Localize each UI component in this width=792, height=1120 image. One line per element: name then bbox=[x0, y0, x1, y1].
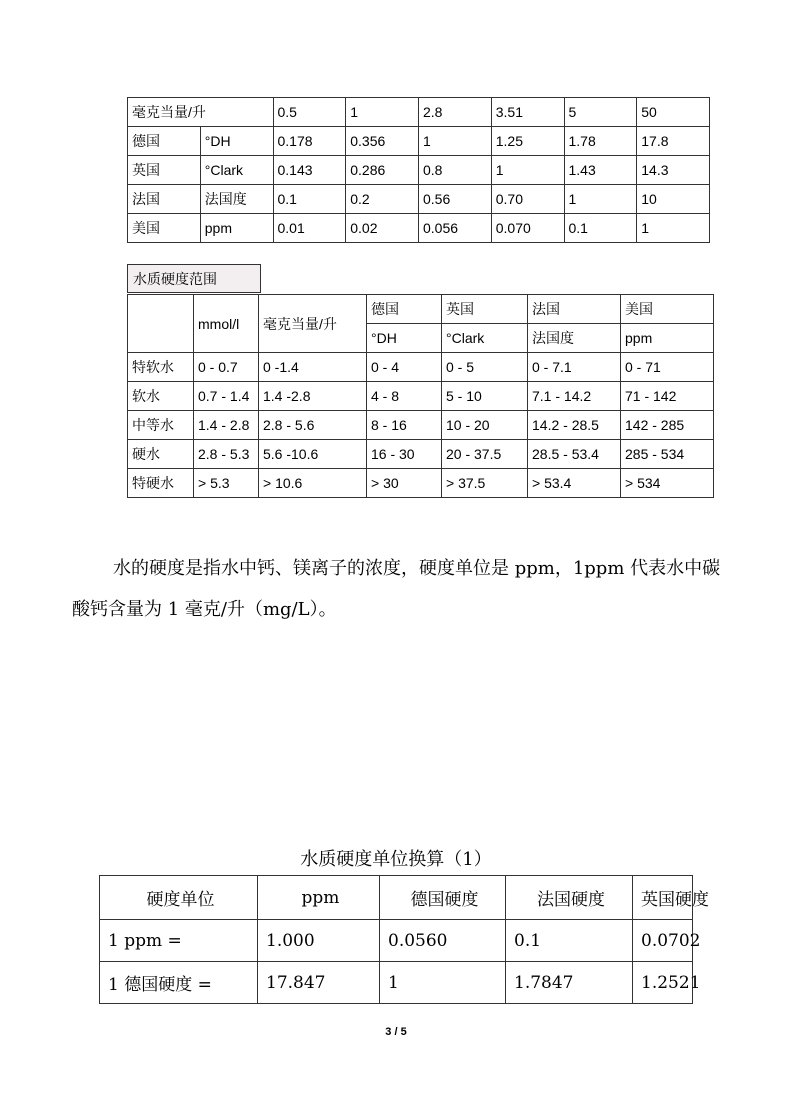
table-cell: 0.056 bbox=[419, 214, 492, 243]
table-cell: 毫克当量/升 bbox=[128, 98, 274, 127]
table-cell: 0 -1.4 bbox=[259, 353, 367, 382]
table-cell: 71 - 142 bbox=[621, 382, 714, 411]
table-caption: 水质硬度范围 bbox=[127, 264, 261, 293]
table-row bbox=[100, 920, 693, 962]
table-row bbox=[100, 876, 693, 920]
table-cell: 硬水 bbox=[128, 440, 194, 469]
header-cell: 法国 bbox=[528, 295, 621, 324]
table-cell: 20 - 37.5 bbox=[442, 440, 528, 469]
table-cell: 2.8 bbox=[419, 98, 492, 127]
table-row bbox=[128, 353, 714, 382]
table-row bbox=[128, 440, 714, 469]
table-cell: 1 ppm = bbox=[100, 920, 258, 962]
table-cell: °DH bbox=[200, 127, 273, 156]
table-cell: 17.8 bbox=[637, 127, 710, 156]
table-cell: 软水 bbox=[128, 382, 194, 411]
header-cell: 法国度 bbox=[528, 324, 621, 353]
table-cell: 0 - 5 bbox=[442, 353, 528, 382]
table-cell: 1 bbox=[380, 962, 506, 1004]
table-cell: 0.0702 bbox=[633, 920, 693, 962]
table-header-row bbox=[128, 295, 714, 324]
header-cell: 美国 bbox=[621, 295, 714, 324]
table-cell: 特软水 bbox=[128, 353, 194, 382]
table-cell: 0.286 bbox=[346, 156, 419, 185]
table-cell: 14.3 bbox=[637, 156, 710, 185]
table-title: 水质硬度单位换算（1） bbox=[300, 849, 492, 870]
table-cell: 1.4 -2.8 bbox=[259, 382, 367, 411]
table-cell: 0.178 bbox=[273, 127, 346, 156]
table-cell: 16 - 30 bbox=[367, 440, 442, 469]
table-cell: 中等水 bbox=[128, 411, 194, 440]
table-cell: 142 - 285 bbox=[621, 411, 714, 440]
table-cell: 0.5 bbox=[273, 98, 346, 127]
table-cell: 0.1 bbox=[273, 185, 346, 214]
table-cell: 17.847 bbox=[258, 962, 380, 1004]
table-cell: 1.25 bbox=[491, 127, 564, 156]
table-cell: 0 - 71 bbox=[621, 353, 714, 382]
page-number: 3 / 5 bbox=[385, 1026, 407, 1038]
header-cell: 毫克当量/升 bbox=[259, 295, 367, 353]
table-cell: 特硬水 bbox=[128, 469, 194, 498]
body-paragraph: 水的硬度是指水中钙、镁离子的浓度，硬度单位是 ppm，1ppm 代表水中碳酸钙含量为 1 毫克/升（mg/L）。 bbox=[72, 558, 721, 620]
table-cell: 0.7 - 1.4 bbox=[194, 382, 259, 411]
table-row bbox=[128, 156, 710, 185]
header-cell: °Clark bbox=[442, 324, 528, 353]
table-cell: 8 - 16 bbox=[367, 411, 442, 440]
table-cell: 2.8 - 5.3 bbox=[194, 440, 259, 469]
header-cell: ppm bbox=[621, 324, 714, 353]
table-cell: ppm bbox=[200, 214, 273, 243]
table-cell: 1.2521 bbox=[633, 962, 693, 1004]
table-cell: 1 bbox=[491, 156, 564, 185]
table-row bbox=[128, 411, 714, 440]
table-cell: 0.2 bbox=[346, 185, 419, 214]
table-cell: 7.1 - 14.2 bbox=[528, 382, 621, 411]
table-cell: 0.56 bbox=[419, 185, 492, 214]
table-cell: 美国 bbox=[128, 214, 201, 243]
table-cell: 硬度单位 bbox=[100, 876, 258, 920]
table-cell: 28.5 - 53.4 bbox=[528, 440, 621, 469]
table-cell: > 30 bbox=[367, 469, 442, 498]
table-row bbox=[128, 214, 710, 243]
table-row bbox=[128, 98, 710, 127]
table-cell: 1.7847 bbox=[506, 962, 633, 1004]
table-row bbox=[128, 127, 710, 156]
table-cell: 0.70 bbox=[491, 185, 564, 214]
table-cell: 法国硬度 bbox=[506, 876, 633, 920]
table-cell: 0.1 bbox=[506, 920, 633, 962]
table-cell: 10 - 20 bbox=[442, 411, 528, 440]
table-cell: 0.070 bbox=[491, 214, 564, 243]
table-cell: 0 - 7.1 bbox=[528, 353, 621, 382]
table-cell: 0.356 bbox=[346, 127, 419, 156]
table-cell: 0.1 bbox=[564, 214, 637, 243]
table-cell: 5.6 -10.6 bbox=[259, 440, 367, 469]
header-cell bbox=[128, 295, 194, 353]
table-cell: 0.02 bbox=[346, 214, 419, 243]
table-cell: 1 bbox=[346, 98, 419, 127]
header-cell: °DH bbox=[367, 324, 442, 353]
table-cell: 1 bbox=[637, 214, 710, 243]
table-cell: 英国 bbox=[128, 156, 201, 185]
table-cell: 5 bbox=[564, 98, 637, 127]
hardness-range-table bbox=[127, 294, 714, 498]
table-cell: > 37.5 bbox=[442, 469, 528, 498]
table-cell: °Clark bbox=[200, 156, 273, 185]
header-cell: mmol/l bbox=[194, 295, 259, 353]
table-cell: 0.0560 bbox=[380, 920, 506, 962]
table-cell: 1.000 bbox=[258, 920, 380, 962]
table-cell: 法国 bbox=[128, 185, 201, 214]
header-cell: 德国 bbox=[367, 295, 442, 324]
table-cell: 1 bbox=[419, 127, 492, 156]
table-cell: 0.01 bbox=[273, 214, 346, 243]
table-cell: > 534 bbox=[621, 469, 714, 498]
table-cell: 5 - 10 bbox=[442, 382, 528, 411]
table-cell: 1 bbox=[564, 185, 637, 214]
table-row bbox=[128, 469, 714, 498]
table-cell: 英国硬度 bbox=[633, 876, 693, 920]
table-cell: 0.143 bbox=[273, 156, 346, 185]
table-cell: 0.8 bbox=[419, 156, 492, 185]
table-cell: > 5.3 bbox=[194, 469, 259, 498]
table-cell: 2.8 - 5.6 bbox=[259, 411, 367, 440]
table-cell: 1.4 - 2.8 bbox=[194, 411, 259, 440]
table-cell: 3.51 bbox=[491, 98, 564, 127]
unit-conversion-table bbox=[99, 875, 709, 1004]
table-cell: 法国度 bbox=[200, 185, 273, 214]
table-cell: 德国硬度 bbox=[380, 876, 506, 920]
header-cell: 英国 bbox=[442, 295, 528, 324]
table-cell: 1.78 bbox=[564, 127, 637, 156]
table-cell: 德国 bbox=[128, 127, 201, 156]
table-cell: > 10.6 bbox=[259, 469, 367, 498]
table-cell: 50 bbox=[637, 98, 710, 127]
table-cell: 285 - 534 bbox=[621, 440, 714, 469]
table-cell: > 53.4 bbox=[528, 469, 621, 498]
table-cell: 1.43 bbox=[564, 156, 637, 185]
table-row bbox=[128, 185, 710, 214]
table-cell: ppm bbox=[258, 876, 380, 920]
table-cell: 14.2 - 28.5 bbox=[528, 411, 621, 440]
table-cell: 4 - 8 bbox=[367, 382, 442, 411]
table-row bbox=[100, 962, 693, 1004]
table-cell: 0 - 4 bbox=[367, 353, 442, 382]
table-cell: 0 - 0.7 bbox=[194, 353, 259, 382]
hardness-conversion-table bbox=[127, 97, 710, 243]
table-cell: 10 bbox=[637, 185, 710, 214]
table-row bbox=[128, 382, 714, 411]
table-cell: 1 德国硬度 = bbox=[100, 962, 258, 1004]
